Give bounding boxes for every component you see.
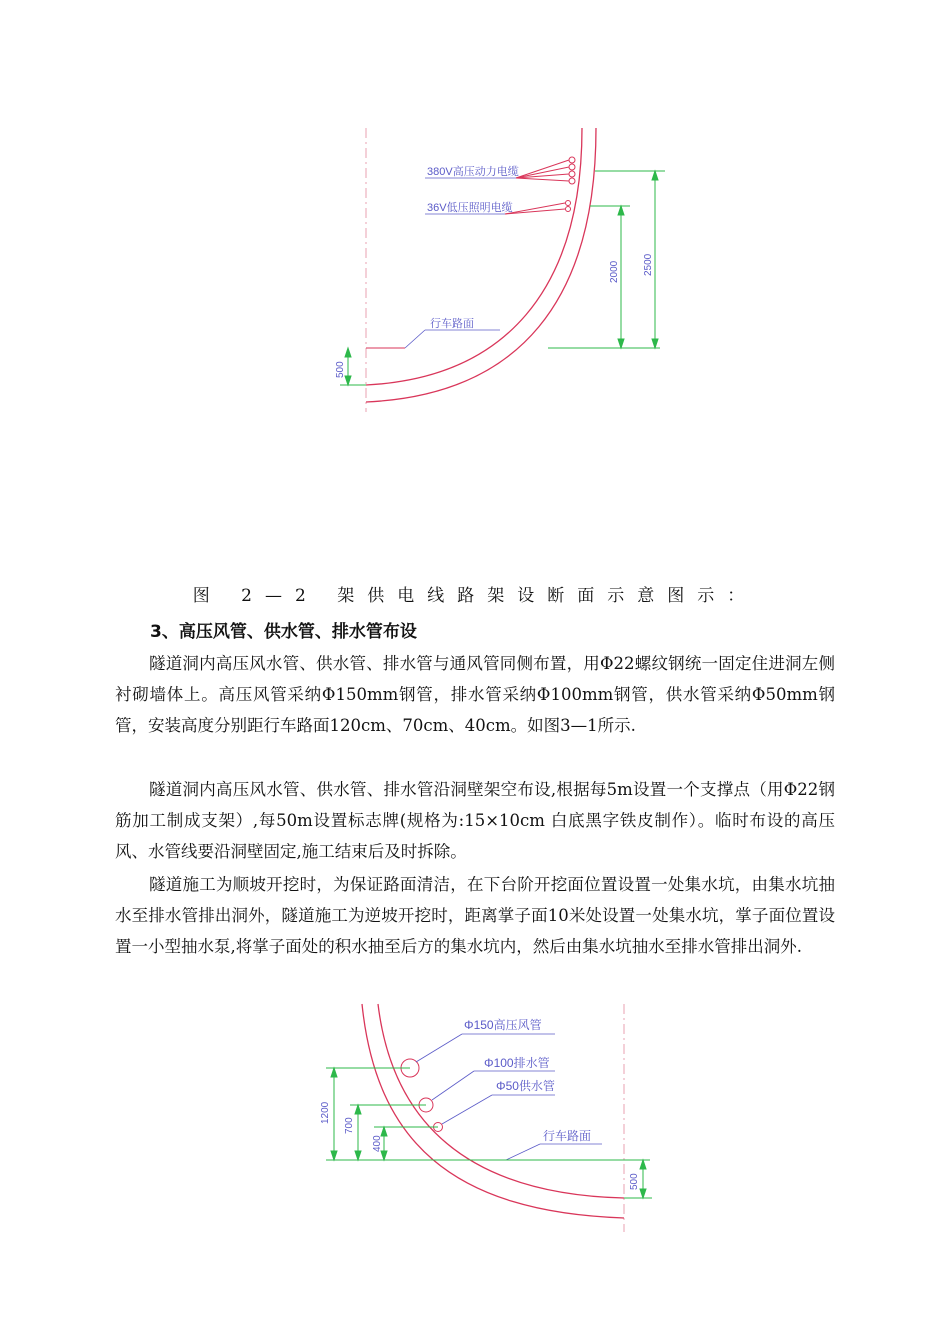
dimension-2500 <box>595 171 665 348</box>
label-dim-500: 500 <box>335 361 346 378</box>
paragraph: 隧道洞内高压风水管、供水管、排水管与通风管同侧布置，用Φ22螺纹钢统一固定住进洞左侧衬砌墙体上。高压风管采纳Φ150mm钢管，排水管采纳Φ100mm钢管，供水管采纳Φ50mm钢管，安装高度分别距行车路面120cm、70cm、40cm。如图3—1所示. <box>115 654 835 735</box>
label-dim-700: 700 <box>344 1117 355 1134</box>
label-dim-500: 500 <box>629 1173 640 1190</box>
label-dim-2500: 2500 <box>643 253 654 276</box>
section-heading: 3、高压风管、供水管、排水管布设 <box>150 622 417 642</box>
label-road: 行车路面 <box>430 318 474 330</box>
label-pipe-150: Φ150高压风管 <box>464 1018 542 1032</box>
cable-36v-group <box>505 201 571 215</box>
paragraph: 隧道洞内高压风水管、供水管、排水管沿洞壁架空布设,根据每5m设置一个支撑点（用Φ22钢筋加工制成支架）,每50m设置标志牌(规格为:15×10cm 白底黑字铁皮制作）。临时布设的高压风、水管线要沿洞壁固定,施工结束后及时拆除。 <box>115 780 835 861</box>
figure-caption: 图 2—2 架供电线路架设断面示意图示： <box>192 586 758 606</box>
label-road: 行车路面 <box>543 1129 592 1143</box>
label-dim-2000: 2000 <box>609 260 620 283</box>
label-dim-400: 400 <box>372 1135 383 1152</box>
dimension-700 <box>350 1105 426 1160</box>
label-pipe-50: Φ50供水管 <box>496 1079 555 1093</box>
paragraph: 隧道施工为顺坡开挖时，为保证路面清洁，在下台阶开挖面位置设置一处集水坑，由集水坑抽水至排水管排出洞外，隧道施工为逆坡开挖时，距离掌子面10米处设置一处集水坑，掌子面位置设置一小型抽水泵,将掌子面处的积水抽至后方的集水坑内，然后由集水坑抽水至排水管排出洞外. <box>115 875 835 956</box>
label-pipe-100: Φ100排水管 <box>484 1056 550 1070</box>
leader-road <box>405 330 425 348</box>
dimension-1200 <box>326 1068 410 1160</box>
figure-power-cable-section <box>0 0 950 560</box>
tunnel-lining-outer <box>362 1004 624 1218</box>
label-dim-1200: 1200 <box>320 1101 331 1124</box>
figure-pipe-section <box>0 1000 950 1240</box>
tunnel-lining-inner <box>378 1004 624 1198</box>
label-36v-cable: 36V低压照明电缆 <box>427 202 513 214</box>
cable-380v-group <box>516 157 575 184</box>
label-380v-cable: 380V高压动力电缆 <box>427 166 519 178</box>
